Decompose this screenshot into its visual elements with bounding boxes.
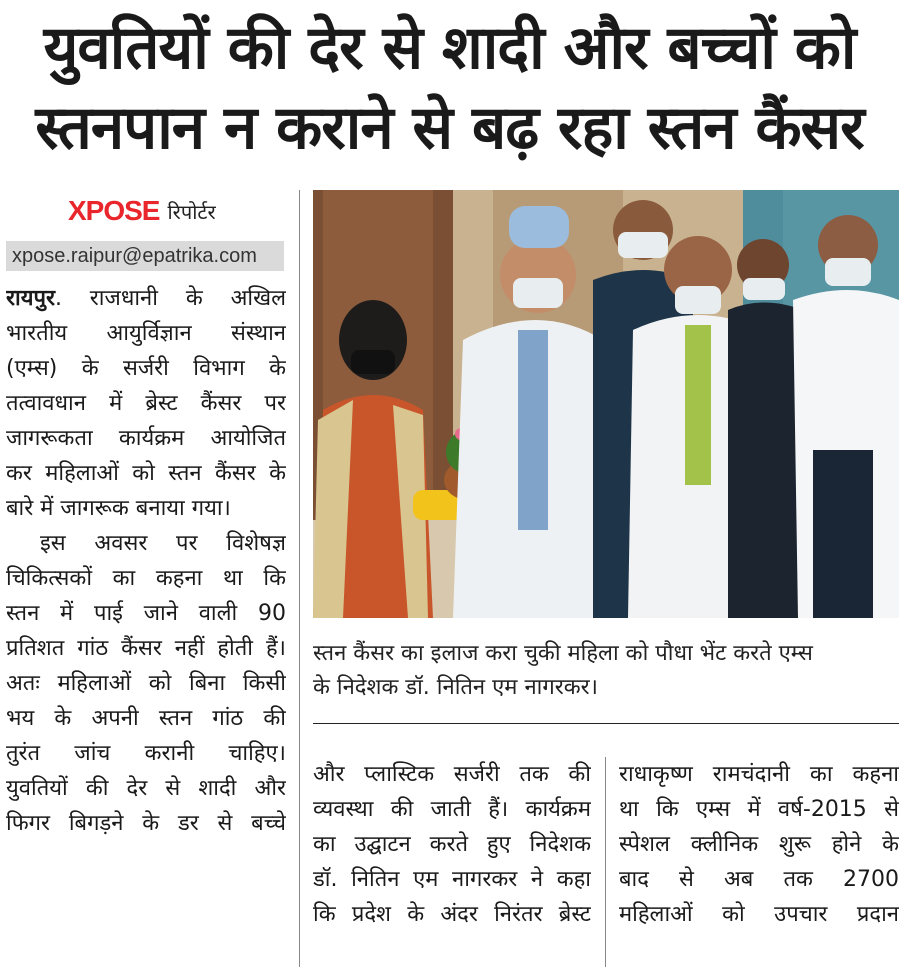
column-line: स्पेशल क्लीनिक शुरू होने के <box>619 832 899 857</box>
reporter-label: रिपोर्टर <box>167 199 216 224</box>
column-line: भय के अपनी स्तन गांठ की <box>6 706 286 731</box>
column-line: राधाकृष्ण रामचंदानी का कहना <box>619 762 899 787</box>
reporter-email[interactable]: xpose.raipur@epatrika.com <box>6 241 284 271</box>
caption-line-2: के निदेशक डॉ. नितिन एम नागरकर। <box>313 675 598 700</box>
column-line: कि प्रदेश के अंदर निरंतर ब्रेस्ट <box>313 902 591 927</box>
column-line: स्तन में पाई जाने वाली 90 <box>6 601 286 626</box>
column-line: जागरूकता कार्यक्रम आयोजित <box>6 426 286 451</box>
column-line: (एम्स) के सर्जरी विभाग के <box>6 356 286 381</box>
byline <box>68 196 216 226</box>
column-line: तुरंत जांच करानी चाहिए। <box>6 741 286 766</box>
dateline: रायपुर <box>6 286 55 311</box>
column-line: कर महिलाओं को स्तन कैंसर के <box>6 461 286 486</box>
column-divider <box>605 757 606 967</box>
column-line: युवतियों की देर से शादी और <box>6 776 286 801</box>
column-line: बारे में जागरूक बनाया गया। <box>6 496 231 521</box>
column-line: प्रतिशत गांठ कैंसर नहीं होती हैं। <box>6 636 286 661</box>
news-photo <box>313 190 899 618</box>
headline-line-2: स्तनपान न कराने से बढ़ रहा स्तन कैंसर <box>35 93 864 163</box>
photo-caption <box>313 637 893 705</box>
caption-line-1: स्तन कैंसर का इलाज करा चुकी महिला को पौधा भेंट करते एम्स <box>313 641 813 666</box>
column-line: अतः महिलाओं को बिना किसी <box>6 671 286 696</box>
column-line: इस अवसर पर विशेषज्ञ <box>40 531 286 556</box>
column-line: का उद्घाटन करते हुए निदेशक <box>313 832 591 857</box>
photo-illustration <box>313 190 899 618</box>
brand-logo: XPOSE <box>68 195 160 226</box>
article-column-2 <box>313 757 591 932</box>
headline-line-1: युवतियों की देर से शादी और बच्चों को <box>43 13 856 83</box>
column-line: था कि एम्स में वर्ष-2015 से <box>619 797 899 822</box>
column-line: और प्लास्टिक सर्जरी तक की <box>313 762 591 787</box>
column-line: व्यवस्था की जाती हैं। कार्यक्रम <box>313 797 591 822</box>
caption-divider <box>313 723 899 724</box>
column-line: भारतीय आयुर्विज्ञान संस्थान <box>6 321 286 346</box>
column-line-text: . राजधानी के अखिल <box>54 286 286 311</box>
column-line: महिलाओं को उपचार प्रदान <box>619 902 899 927</box>
column-divider <box>299 190 300 967</box>
column-line <box>6 281 286 316</box>
column-line: फिगर बिगड़ने के डर से बच्चे <box>6 811 286 836</box>
headline <box>0 8 899 168</box>
article-column-3 <box>619 757 899 932</box>
article-column-1 <box>6 281 286 841</box>
column-line: तत्वावधान में ब्रेस्ट कैंसर पर <box>6 391 286 416</box>
column-line: चिकित्सकों का कहना था कि <box>6 566 286 591</box>
column-line: डॉ. नितिन एम नागरकर ने कहा <box>313 867 591 892</box>
column-line: बाद से अब तक 2700 <box>619 867 899 892</box>
